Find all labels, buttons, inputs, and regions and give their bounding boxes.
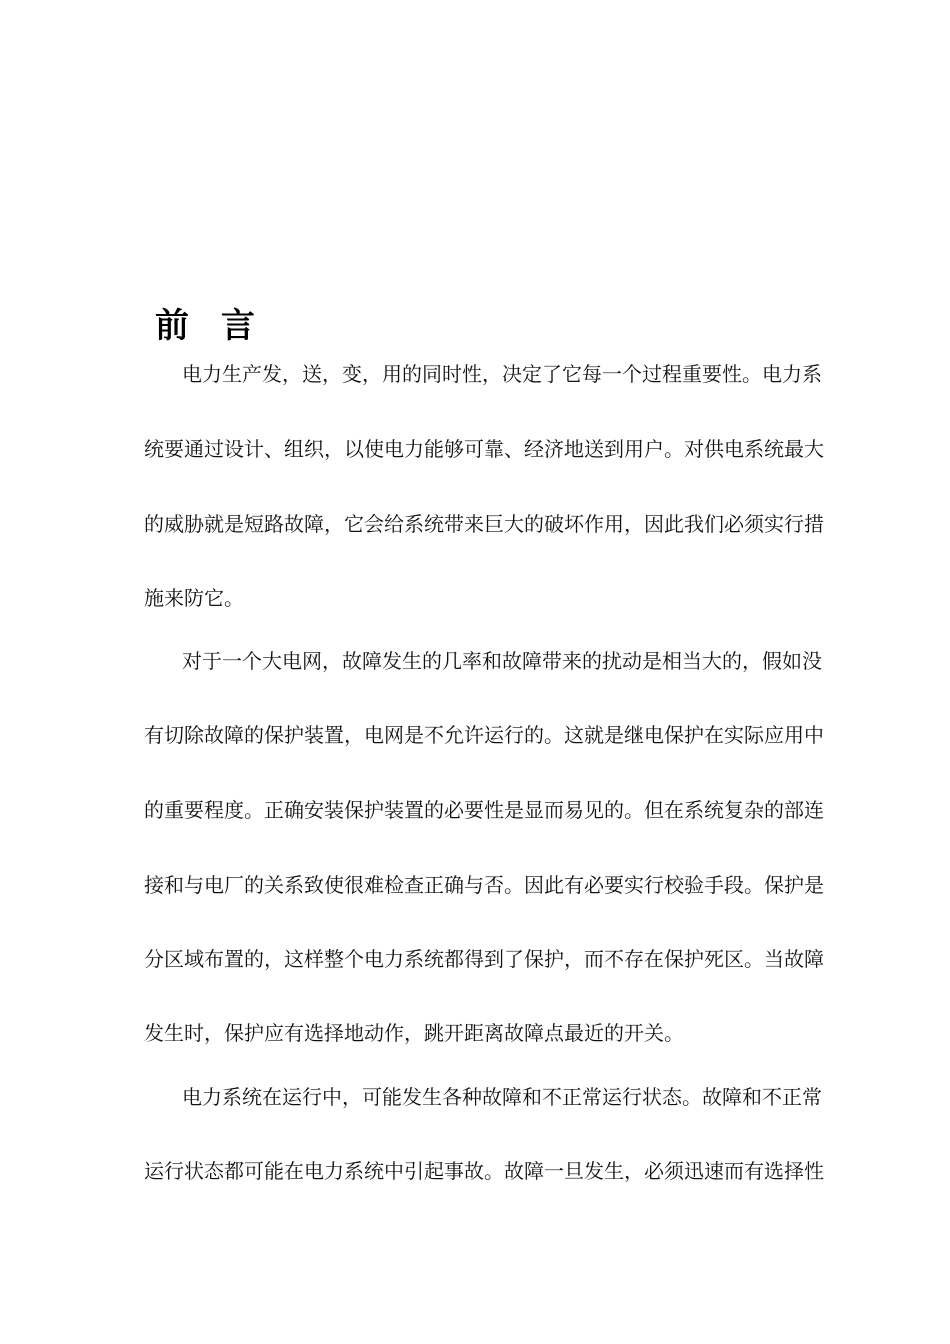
page-title: 前 言	[155, 306, 265, 346]
paragraph-line: 统要通过设计、组织，以使电力能够可靠、经济地送到用户。对供电系统最大	[144, 437, 824, 461]
paragraph-line: 发生时，保护应有选择地动作，跳开距离故障点最近的开关。	[144, 1021, 684, 1045]
paragraph-line: 电力生产发，送，变，用的同时性，决定了它每一个过程重要性。电力系	[182, 362, 822, 386]
paragraph-line: 的重要程度。正确安装保护装置的必要性是显而易见的。但在系统复杂的部连	[144, 798, 824, 822]
paragraph-line: 施来防它。	[144, 586, 244, 610]
paragraph-line: 接和与电厂的关系致使很难检查正确与否。因此有必要实行校验手段。保护是	[144, 873, 824, 897]
paragraph-line: 运行状态都可能在电力系统中引起事故。故障一旦发生，必须迅速而有选择性	[144, 1159, 824, 1183]
paragraph-line: 分区域布置的，这样整个电力系统都得到了保护，而不存在保护死区。当故障	[144, 947, 824, 971]
paragraph-line: 电力系统在运行中，可能发生各种故障和不正常运行状态。故障和不正常	[182, 1085, 822, 1109]
paragraph-line: 有切除故障的保护装置，电网是不允许运行的。这就是继电保护在实际应用中	[144, 723, 824, 747]
paragraph-line: 的威胁就是短路故障，它会给系统带来巨大的破坏作用，因此我们必须实行措	[144, 512, 824, 536]
paragraph-line: 对于一个大电网，故障发生的几率和故障带来的扰动是相当大的，假如没	[182, 649, 822, 673]
